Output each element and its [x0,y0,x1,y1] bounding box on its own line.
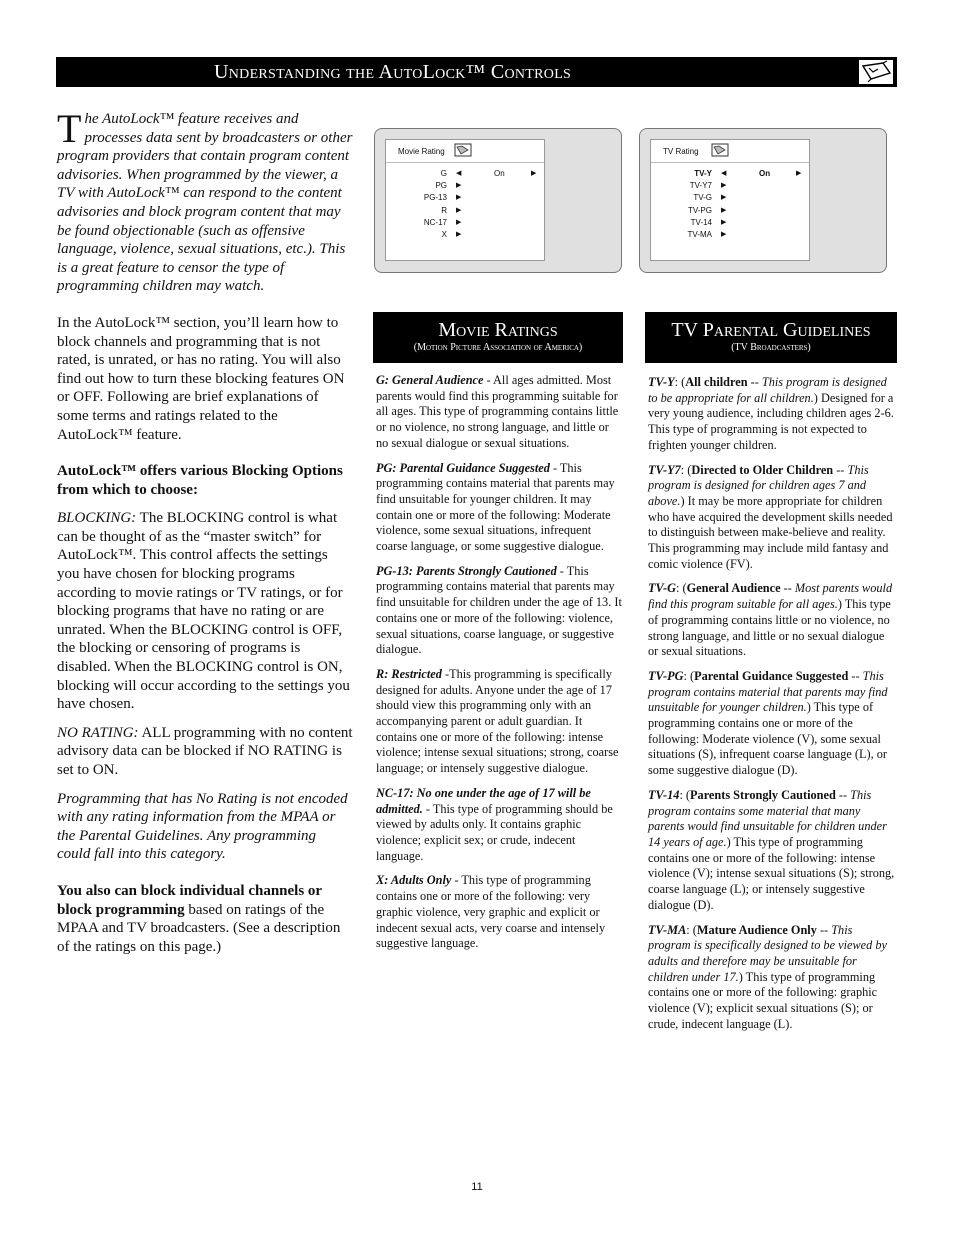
tv-guidelines-subtitle: (TV Broadcasters) [731,342,811,353]
arrow-right-icon: ▶ [721,182,727,190]
tv-guidelines-title: TV Parental Guidelines [671,319,871,341]
rating-term: TV-MA [648,922,687,937]
rating-audience: Directed to Older Children [691,462,834,477]
page-title: Understanding the AutoLock™ Controls [214,61,572,83]
rating-description: ) Designed for a very young audience, including children ages 2-6. This type of programming is not expected to frighten younger children. [648,390,894,452]
rating-separator: : ( [674,375,686,389]
rating-term: TV-Y7 [648,462,681,477]
movie-rating-entry [376,786,622,865]
arrow-right-icon: ▶ [456,194,462,202]
tv-rating-screen [639,128,887,273]
arrow-right-icon: ▶ [796,170,802,177]
arrow-right-icon: ▶ [456,218,462,226]
movie-ratings-list [376,373,622,961]
rating-note: -- This program contains some material that many parents would find unsuitable for children under 14 years of age. [648,787,887,849]
movie-ratings-subtitle: (Motion Picture Association of America) [413,342,583,353]
arrow-right-icon: ▶ [531,170,537,177]
tv-rating-entry [648,788,896,914]
menu-title: TV Rating [663,147,699,156]
rating-term: G: General Audience [376,373,484,387]
rating-separator: : ( [679,787,691,802]
rating-separator: : ( [680,462,692,477]
autolock-icon [454,143,472,157]
tv-rating-entry [648,581,896,660]
rating-separator: : ( [676,581,687,596]
rating-description: - This type of programming should be viewed by adults only. It contains graphic violence; explicit sex; or crude, indecent language. [376,801,613,863]
rating-row[interactable] [386,218,546,230]
arrow-left-icon: ◀ [721,170,727,177]
blocking-options-heading: AutoLock™ offers various Blocking Options from which to choose: [57,463,343,498]
rating-label: TV-MA [687,230,712,239]
intro-paragraph: The AutoLock™ feature receives and processes data sent by broadcasters or other program providers that contain program content advisories. When programmed by the viewer, a TV with AutoLock™ can respond to the content advisories and block program content that may be found objectionable (such as offensive language, violence, sexual situations, etc.). This is a great feature to censor the type of programming children may watch. [57,106,353,295]
movie-rating-entry [376,667,622,777]
arrow-right-icon: ▶ [456,182,462,190]
rating-label: TV-G [693,193,712,203]
arrow-right-icon: ▶ [721,206,727,214]
rating-row[interactable] [386,206,546,218]
rating-note: -- Most parents would find this program suitable for all ages. [648,581,893,612]
rating-row[interactable] [386,193,546,205]
arrow-right-icon: ▶ [456,231,462,238]
no-rating-paragraph: NO RATING: ALL programming with no content advisory data can be blocked if NO RATING is set to ON. [57,724,353,778]
movie-rating-entry [376,564,622,658]
rating-note: -- This program contains material that parents may find unsuitable for younger children. [648,668,888,715]
tv-rating-menu [650,139,810,261]
no-rating-term: NO RATING: [57,724,139,741]
rating-description: - This programming contains material that parents may find unsuitable for younger children. It may contain one or more of the following: Moderate violence, some sexual situations, infrequent coarse language, or some suggestive dialogue. [376,460,615,554]
menu-divider [651,162,809,163]
arrow-right-icon: ▶ [721,194,727,202]
blocking-term: BLOCKING: [57,510,137,527]
rating-label: R [441,205,447,215]
rating-label: X [441,230,447,239]
rating-label: NC-17 [423,217,447,227]
rating-audience: Mature Audience Only [696,922,817,937]
rating-description: -This programming is specifically designed for adults. Anyone under the age of 17 should view this programming only with an accompanying parent or adult guardian. It contains one or more of the following: intense violence; intense sexual situations; strong, coarse language; or intensely suggestive dialogue. [376,666,619,776]
menu-divider [386,162,544,163]
rating-row[interactable] [651,230,811,242]
rating-row[interactable] [651,218,811,230]
rating-label: G [440,169,447,178]
tv-rating-entry [648,669,896,779]
arrow-right-icon: ▶ [721,218,727,226]
rating-description: - This programming contains material that parents may find unsuitable for children under the age of 13. It contains one or more of the following: violence, sexual situations, coarse language, or suggestive dialogue. [376,563,622,657]
rating-separator: : ( [686,922,697,937]
movie-ratings-title: Movie Ratings [438,319,558,341]
rating-note: -- This program is designed for children ages 7 and above. [648,462,869,508]
rating-term: R: Restricted [376,666,442,681]
rating-row[interactable] [386,169,546,181]
rating-audience: General Audience [686,581,781,596]
rating-label: PG-13 [423,193,447,203]
tv-rating-entry [648,923,896,1033]
rating-description: ) It may be more appropriate for children who have acquired the development skills needed to distinguish between make-believe and reality. This programming may include mild fantasy and comic violence (FV). [648,493,893,571]
movie-ratings-header [373,312,623,363]
rating-row[interactable] [651,206,811,218]
movie-rating-screen [374,128,622,273]
tv-guidelines-header [645,312,897,363]
arrow-right-icon: ▶ [721,231,727,238]
individual-block-paragraph: You also can block individual channels or block programming based on ratings of the MPAA and TV broadcasters. (See a description of the ratings on this page.) [57,882,341,955]
no-rating-note: Programming that has No Rating is not encoded with any rating information from the MPAA or the Parental Guidelines. Any programming could fall into this category. [57,790,348,863]
left-column [57,106,353,966]
rating-audience: Parental Guidance Suggested [694,668,849,683]
rating-label: TV-Y [694,169,712,178]
rating-term: NC-17: No one under the age of 17 will be admitted. [376,785,591,816]
rating-separator: : ( [683,668,695,683]
rating-value: On [759,169,771,178]
movie-rating-entry [376,461,622,555]
rating-term: X: Adults Only [376,873,452,888]
rating-row[interactable] [386,181,546,193]
section-header [56,57,897,87]
rating-label: TV-Y7 [689,181,712,191]
rating-row[interactable] [386,230,546,242]
rating-label: TV-14 [690,217,712,227]
rating-description: - All ages admitted. Most parents would find this programming suitable for all ages. This type of programming contains little or no violence, no strong language, and little or no sexual dialogue or sexual situations. [376,373,619,450]
rating-term: PG-13: Parents Strongly Cautioned [376,563,557,578]
autolock-intro-paragraph: In the AutoLock™ section, you’ll learn how to block channels and programming that is not rated, is unrated, or has no rating. You will also find out how to turn these blocking features ON or OFF. Following are brief explanations of some terms and ratings related to the AutoLock™ feature. [57,314,345,443]
arrow-left-icon: ◀ [456,170,462,177]
rating-row[interactable] [651,193,811,205]
rating-term: TV-PG [648,668,684,683]
autolock-icon [711,143,729,157]
tv-guidelines-list [648,375,896,1041]
rating-description: ) This type of programming contains one or more of the following: intense violence (V); intense sexual situations (S); strong, coarse language (L); or intensely suggestive dialogue (D). [648,834,895,912]
rating-note: -- This program is specifically designed to be viewed by adults and therefore may be unsuitable for children under 17. [648,922,887,984]
movie-rating-entry [376,373,622,452]
rating-description: - This type of programming contains one or more of the following: very graphic violence, very graphic and explicit or indecent sexual acts, very coarse and intensely suggestive language. [376,873,606,951]
menu-title: Movie Rating [398,147,445,156]
drop-cap: T [57,106,82,151]
page-number: 11 [471,1181,483,1193]
rating-audience: Parents Strongly Cautioned [690,787,836,802]
arrow-right-icon: ▶ [456,206,462,214]
rating-value: On [494,169,505,178]
rating-note: -- This program is designed to be appropriate for all children. [648,375,887,405]
rating-term: TV-Y [648,375,675,389]
rating-description: ) This type of programming contains little or no violence, no strong language, and little or no sexual dialogue or sexual situations. [648,597,891,659]
tv-rating-entry [648,463,896,573]
rating-description: ) This type of programming contains one or more of the following: Moderate violence (V), some sexual situations (S), infrequent coarse language (L), or some suggestive dialogue (D). [648,700,888,778]
rating-audience: All children [685,375,748,389]
rating-row[interactable] [651,181,811,193]
rating-label: PG [435,181,447,191]
rating-description: ) This type of programming contains one or more of the following: graphic violence (V); explicit sexual situations (S); or crude, indecent language (L). [648,969,878,1031]
tv-rating-entry [648,375,896,454]
blocking-paragraph: BLOCKING: The BLOCKING control is what can be thought of as the “master switch” for AutoLock™. This control affects the settings you have chosen for blocking programs according to movie ratings or TV ratings, or for blocking programs that have no rating or are unrated. When the BLOCKING control is OFF, the blocking or censoring of programs is disabled. When the BLOCKING control is ON, blocking will occur according to the settings you have chosen. [57,510,350,713]
rating-term: PG: Parental Guidance Suggested [376,460,550,475]
remote-pointer-icon [858,59,894,85]
rating-label: TV-PG [687,205,712,215]
rating-term: TV-G [648,581,677,596]
rating-term: TV-14 [648,787,680,802]
movie-rating-menu [385,139,545,261]
rating-row[interactable] [651,169,811,181]
movie-rating-entry [376,873,622,952]
